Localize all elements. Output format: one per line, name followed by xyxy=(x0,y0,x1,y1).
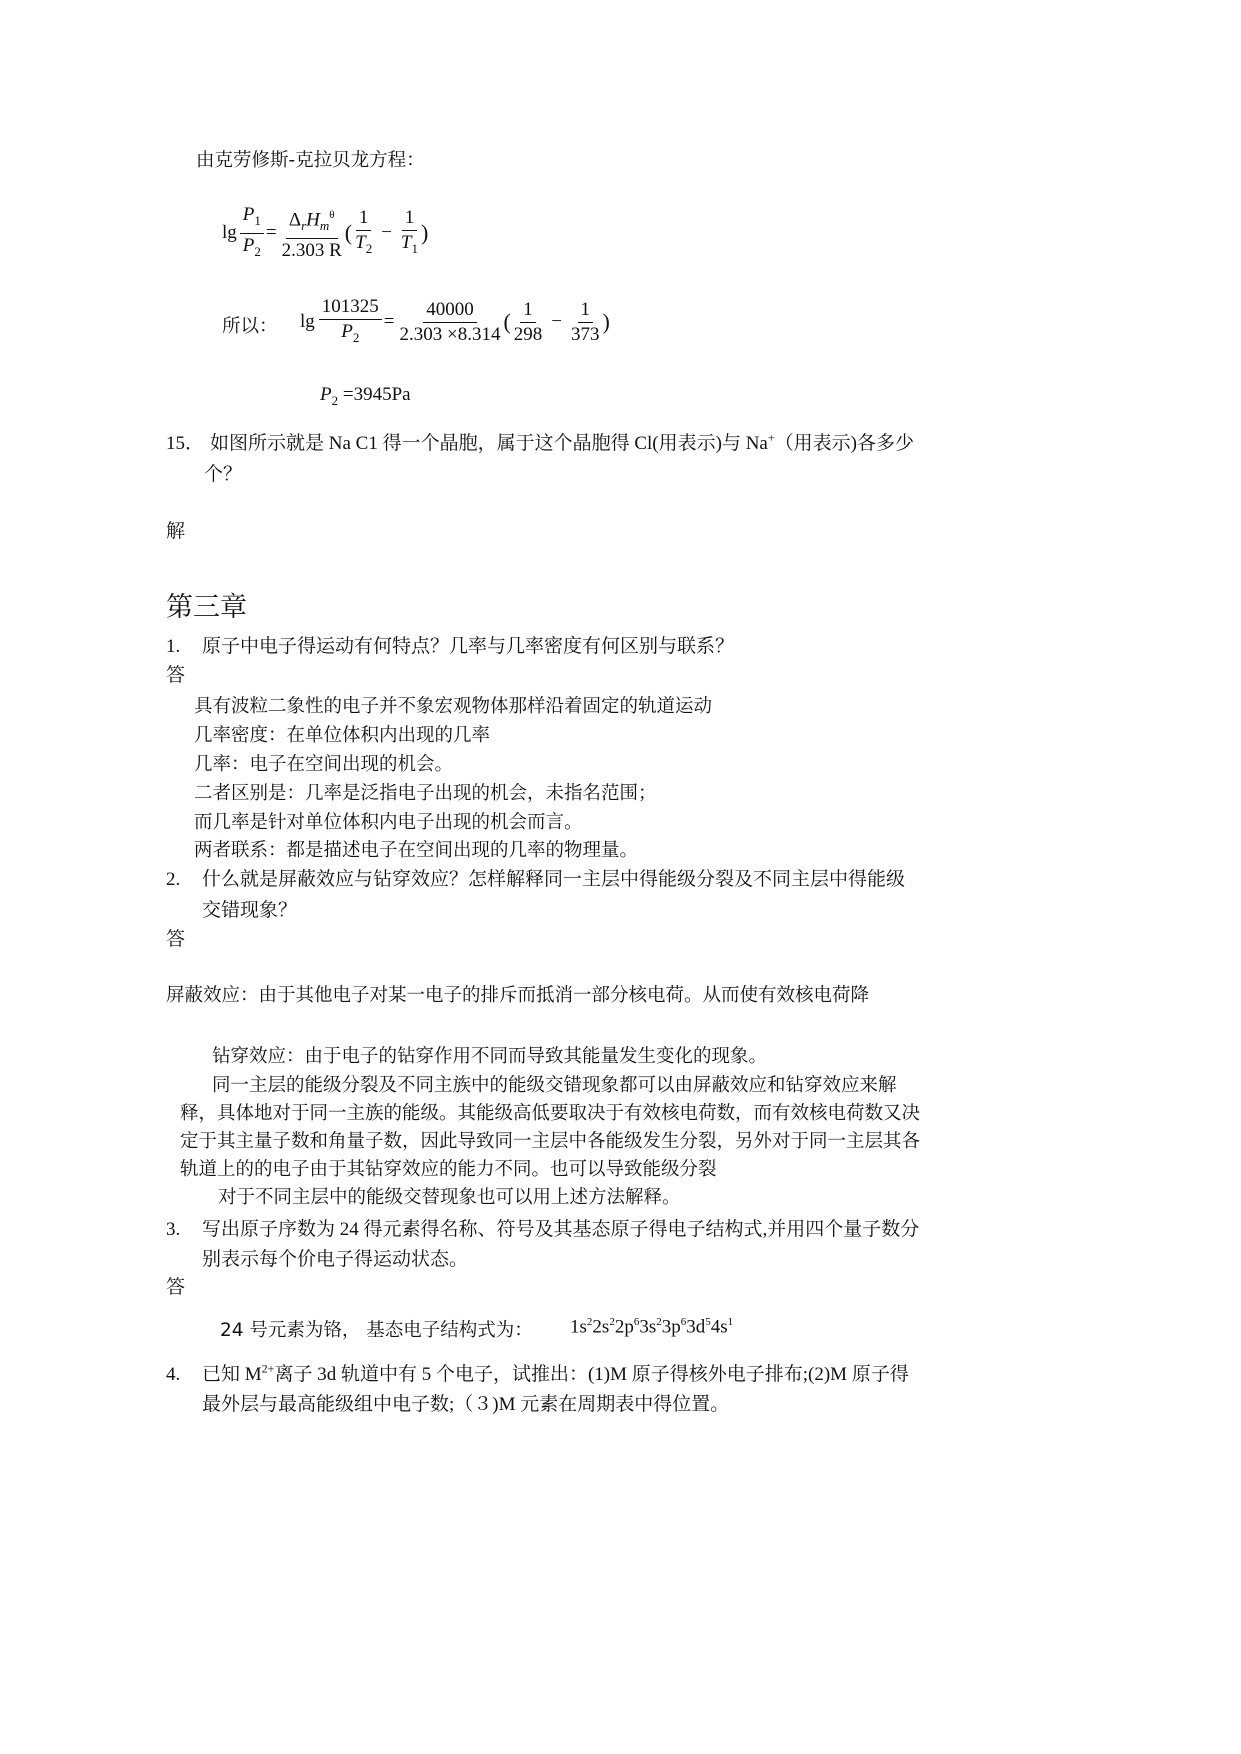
eq1-equals: = xyxy=(265,222,277,244)
shielding-effect: 屏蔽效应：由于其他电子对某一电子的排斥而抵消一部分核电荷。从而使有效核电荷降 xyxy=(166,985,870,1006)
answer-2-paragraph-line: 释，具体地对于同一主族的能级。其能级高低要取决于有效核电荷数，而有效核电荷数又决 xyxy=(180,1103,921,1124)
eq2-inv-373: $\frac{1}{373}$ xyxy=(571,298,600,345)
eq1-enthalpy-fraction: $\frac{\Delta_rH_m^\theta}{2.303 R}$ xyxy=(279,204,345,262)
eq1-lg: lg xyxy=(222,222,237,244)
answer-3-text: 24 号元素为铬， 基态电子结构式为： xyxy=(220,1320,533,1341)
eq1-inv-t1: $\frac{1}{T_1}$ xyxy=(400,206,418,256)
answer-1-line: 几率：电子在空间出现的机会。 xyxy=(194,754,454,775)
question-15-line2: 个？ xyxy=(204,464,243,485)
answer-1-line: 二者区别是：几率是泛指电子出现的机会，未指名范围； xyxy=(194,783,657,804)
question-3: 3. 写出原子序数为 24 得元素得名称、符号及其基态原子得电子结构式,并用四个量子数分 xyxy=(166,1219,920,1240)
answer-1-line: 两者联系：都是描述电子在空间出现的几率的物理量。 xyxy=(194,840,639,861)
question-15-number: 15． xyxy=(166,433,205,454)
question-3-line2: 别表示每个价电子得运动状态。 xyxy=(202,1249,469,1270)
answer-label-15: 解 xyxy=(166,521,186,542)
question-2: 2. 什么就是屏蔽效应与钻穿效应？怎样解释同一主层中得能级分裂及不同主层中得能级 xyxy=(166,869,906,890)
question-4-line2: 最外层与最高能级组中电子数;（３)M 元素在周期表中得位置。 xyxy=(202,1394,730,1415)
chapter-title: 第三章 xyxy=(166,592,247,622)
pressure-result: $P_2 =3945Pa$ xyxy=(320,384,411,408)
answer-label-1: 答 xyxy=(166,665,186,686)
answer-label-3: 答 xyxy=(166,1277,186,1298)
numeric-equation: lg $\frac{101325}{P_2}$ = $\frac{40000}{2.303 \times 8.314}$ ( $\frac{1}{298}$ − $\frac{1}{373}$ ) xyxy=(300,296,610,349)
clausius-equation: lg $\frac{P_1}{P_2}$ = $\frac{\Delta_rH_m^\theta}{2.303 R}$ ( $\frac{1}{T_2}$ − $\frac{1}{T_1}$ ) xyxy=(222,204,429,262)
question-4: 4. 已知 $M^{2+}$离子 3d 轨道中有 5 个电子，试推出：(1)M 原子得核外电子排布;(2)M 原子得 xyxy=(166,1361,909,1385)
eq1-pressure-ratio: $\frac{P_1}{P_2}$ xyxy=(240,204,264,263)
answer-label-2: 答 xyxy=(166,929,186,950)
question-15: 15． 如图所示就是 Na C1 得一个晶胞，属于这个晶胞得 Cl(用表示)与 Na+（用表示)各多少 xyxy=(166,430,914,454)
answer-2-last-line: 对于不同主层中的能级交替现象也可以用上述方法解释。 xyxy=(218,1187,681,1208)
eq2-inv-298: $\frac{1}{298}$ xyxy=(513,298,543,345)
clausius-intro: 由克劳修斯-克拉贝龙方程： xyxy=(196,150,425,171)
question-1: 1. 原子中电子得运动有何特点？几率与几率密度有何区别与联系？ xyxy=(166,636,735,657)
electron-configuration: $1s^22s^22p^63s^23p^63d^54s^1$ xyxy=(570,1316,734,1338)
answer-2-paragraph-line: 轨道上的的电子由于其钻穿效应的能力不同。也可以导致能级分裂 xyxy=(180,1159,717,1180)
answer-2-paragraph-line: 定于其主量子数和角量子数，因此导致同一主层中各能级发生分裂，另外对于同一主层其各 xyxy=(180,1131,921,1152)
so-label: 所以： xyxy=(222,316,278,337)
answer-1-line: 具有波粒二象性的电子并不象宏观物体那样沿着固定的轨道运动 xyxy=(194,696,713,717)
answer-2-paragraph-line: 同一主层的能级分裂及不同主族中的能级交错现象都可以由屏蔽效应和钻穿效应来解 xyxy=(212,1075,897,1096)
eq2-coefficient: $\frac{40000}{2.303 \times 8.314}$ xyxy=(399,298,501,345)
eq2-pressure-ratio: $\frac{101325}{P_2}$ xyxy=(319,296,382,349)
answer-1-line: 几率密度：在单位体积内出现的几率 xyxy=(194,725,491,746)
eq1-inv-t2: $\frac{1}{T_2}$ xyxy=(355,206,373,256)
question-2-line2: 交错现象？ xyxy=(202,900,298,921)
penetration-effect: 钻穿效应：由于电子的钻穿作用不同而导致其能量发生变化的现象。 xyxy=(212,1046,768,1067)
answer-1-line: 而几率是针对单位体积内电子出现的机会而言。 xyxy=(194,812,583,833)
